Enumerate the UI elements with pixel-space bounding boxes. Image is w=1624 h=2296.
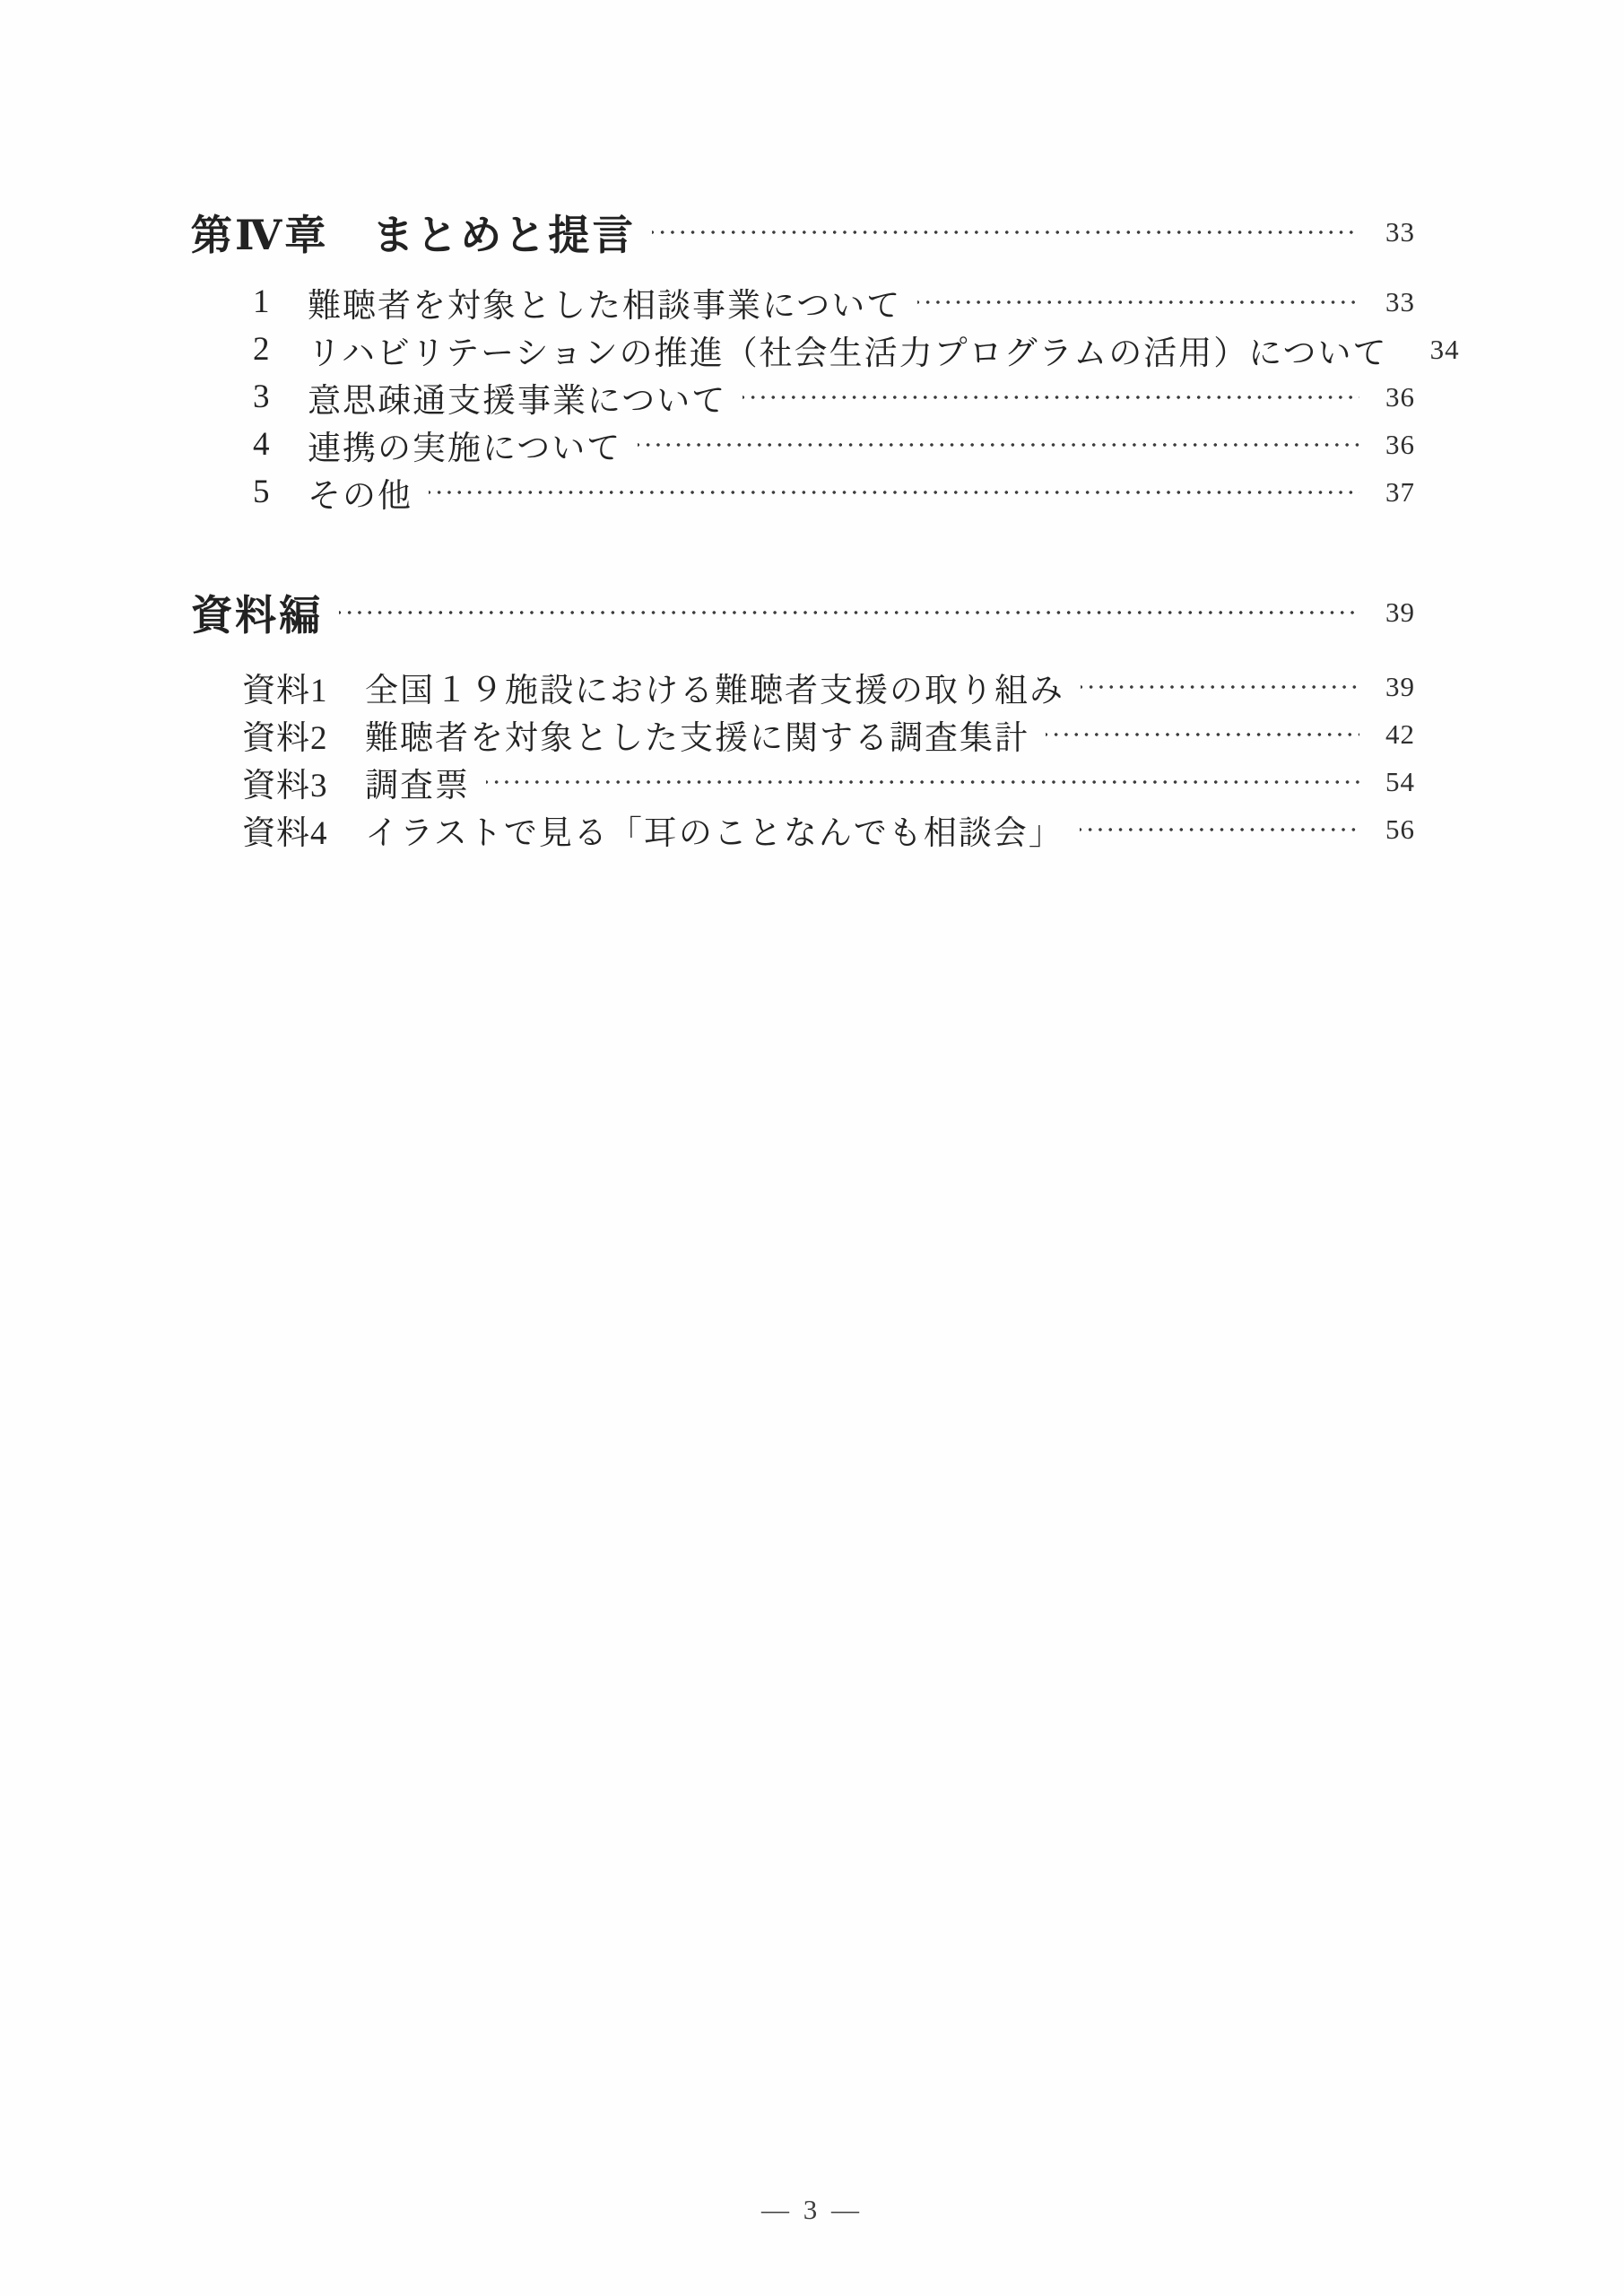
material-number: 資料3 <box>242 767 328 804</box>
dot-leader <box>429 468 1359 516</box>
materials-heading-label: 資料編 <box>191 593 323 639</box>
page-number: 56 <box>1385 813 1415 845</box>
dot-leader <box>638 421 1359 468</box>
item-number: 4 <box>253 426 270 463</box>
materials-heading-row <box>191 585 1415 640</box>
item-number: 3 <box>253 378 270 415</box>
material-number: 資料2 <box>242 719 328 757</box>
chapter-heading-label: 第Ⅳ章 まとめと提言 <box>191 213 637 258</box>
material-number: 資料1 <box>242 672 328 709</box>
page-number: 36 <box>1385 428 1415 460</box>
item-number: 2 <box>253 331 270 368</box>
page-number: 36 <box>1385 380 1415 413</box>
item-label: 調査票 <box>365 767 470 804</box>
page-footer <box>0 2194 1624 2226</box>
item-label: その他 <box>308 477 413 515</box>
page-number: 39 <box>1385 670 1415 702</box>
dot-leader <box>486 758 1359 805</box>
page-number: 54 <box>1385 765 1415 797</box>
material-item-row <box>191 663 1415 710</box>
item-label: 意思疎通支援事業について <box>308 382 727 420</box>
page-number: 34 <box>1429 333 1460 365</box>
toc-item-row <box>191 468 1415 516</box>
page-number: 33 <box>1385 285 1415 317</box>
item-label: リハビリテーションの推進（社会生活力プログラムの活用）について <box>308 335 1388 372</box>
chapter-heading-row <box>191 204 1415 260</box>
page-indicator: — 3 — <box>761 2194 863 2225</box>
toc-item-row <box>191 373 1415 421</box>
dot-leader <box>1046 710 1359 758</box>
item-label: イラストで見る「耳のことなんでも相談会」 <box>365 814 1064 852</box>
material-item-row <box>191 758 1415 805</box>
item-label: 難聴者を対象とした相談事業について <box>308 287 902 325</box>
item-label: 連携の実施について <box>308 430 622 467</box>
item-number: 1 <box>253 283 270 320</box>
material-number: 資料4 <box>242 814 328 852</box>
dot-leader <box>1081 663 1359 710</box>
material-item-row <box>191 710 1415 758</box>
page-number: 39 <box>1385 596 1415 628</box>
page-number: 37 <box>1385 475 1415 508</box>
toc-item-row <box>191 421 1415 468</box>
table-of-contents <box>191 0 1460 853</box>
item-label: 難聴者を対象とした支援に関する調査集計 <box>365 719 1029 757</box>
material-item-row <box>191 805 1415 853</box>
dot-leader <box>1080 805 1359 853</box>
dot-leader <box>917 278 1359 326</box>
toc-item-row <box>191 278 1415 326</box>
dot-leader <box>652 204 1359 260</box>
page-number: 33 <box>1385 216 1415 248</box>
toc-item-row <box>191 326 1460 373</box>
dot-leader <box>339 585 1359 640</box>
dot-leader <box>743 373 1359 421</box>
materials-items <box>191 663 1415 853</box>
page-number: 42 <box>1385 718 1415 750</box>
item-label: 全国１９施設における難聴者支援の取り組み <box>365 672 1064 709</box>
chapter-items <box>191 278 1460 516</box>
item-number: 5 <box>253 474 270 510</box>
